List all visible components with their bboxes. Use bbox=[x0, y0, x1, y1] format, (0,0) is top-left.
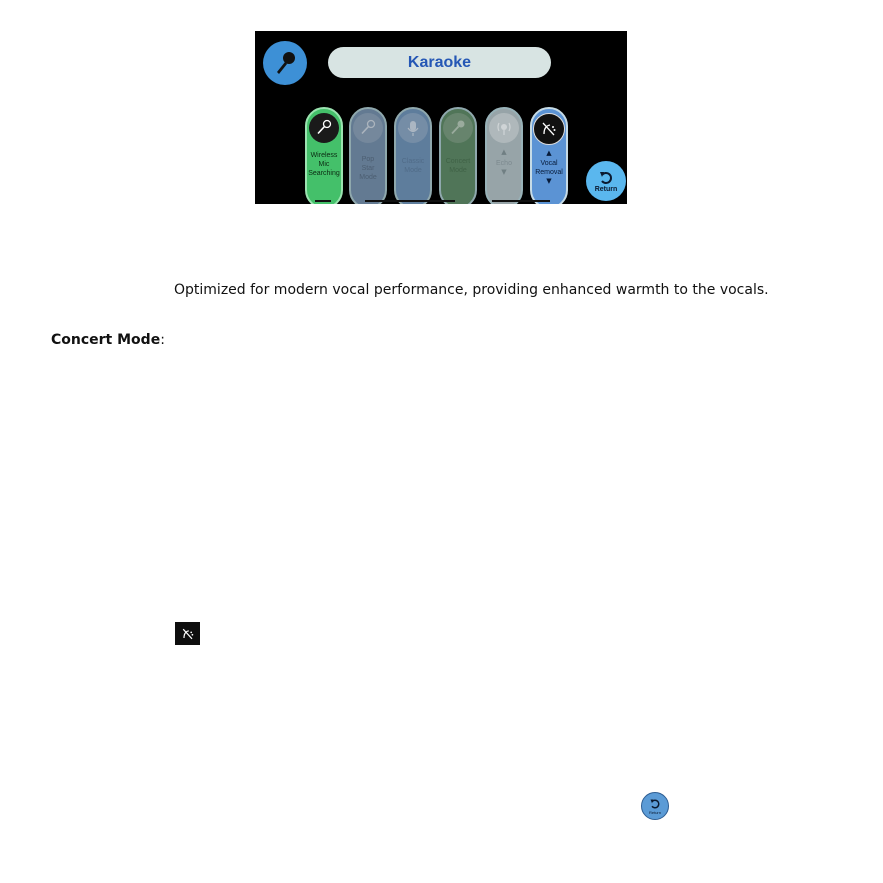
mode-pop-star[interactable] bbox=[349, 107, 387, 204]
karaoke-screen bbox=[255, 31, 627, 204]
return-label: Return bbox=[594, 185, 618, 193]
microphone-icon bbox=[353, 113, 383, 143]
vocal-removal-icon bbox=[533, 113, 565, 145]
microphone-icon bbox=[272, 50, 298, 76]
mode-label: Vocal Removal bbox=[535, 160, 563, 176]
microphone-icon bbox=[443, 113, 473, 143]
mode-label: Concert Mode bbox=[445, 158, 471, 174]
mode-wireless-mic-searching[interactable] bbox=[305, 107, 343, 204]
mode-label: Classic Mode bbox=[401, 158, 425, 174]
microphone-button[interactable] bbox=[263, 41, 307, 85]
mode-description: Optimized for modern vocal performance, providing enhanced warmth to the vocals. bbox=[174, 282, 769, 298]
mode-vocal-removal[interactable] bbox=[530, 107, 568, 204]
concert-mode-heading bbox=[51, 332, 165, 348]
return-button[interactable] bbox=[586, 161, 626, 201]
heading-colon: : bbox=[160, 332, 165, 348]
mode-echo[interactable] bbox=[485, 107, 523, 204]
divider bbox=[315, 200, 331, 202]
down-arrow-icon[interactable]: ▼ bbox=[501, 168, 507, 176]
up-arrow-icon[interactable]: ▲ bbox=[546, 149, 552, 157]
return-icon bbox=[641, 792, 669, 820]
divider bbox=[365, 200, 455, 202]
mode-label: Wireless Mic Searching bbox=[308, 152, 340, 177]
mode-label: Pop Star Mode bbox=[359, 156, 377, 181]
return-icon bbox=[598, 170, 614, 186]
return-inline-label: Return bbox=[648, 809, 661, 815]
mode-classic[interactable] bbox=[394, 107, 432, 204]
echo-icon bbox=[489, 113, 519, 143]
screen-title bbox=[328, 47, 551, 78]
microphone-icon bbox=[309, 113, 339, 143]
podcast-mic-icon bbox=[398, 113, 428, 143]
screen-title-text: Karaoke bbox=[407, 53, 472, 71]
concert-heading-text: Concert Mode bbox=[51, 332, 161, 348]
up-arrow-icon[interactable]: ▲ bbox=[501, 148, 507, 156]
mode-concert[interactable] bbox=[439, 107, 477, 204]
down-arrow-icon[interactable]: ▼ bbox=[546, 177, 552, 185]
mode-label: Echo bbox=[496, 160, 512, 167]
vocal-removal-icon bbox=[175, 622, 200, 645]
divider bbox=[492, 200, 550, 202]
